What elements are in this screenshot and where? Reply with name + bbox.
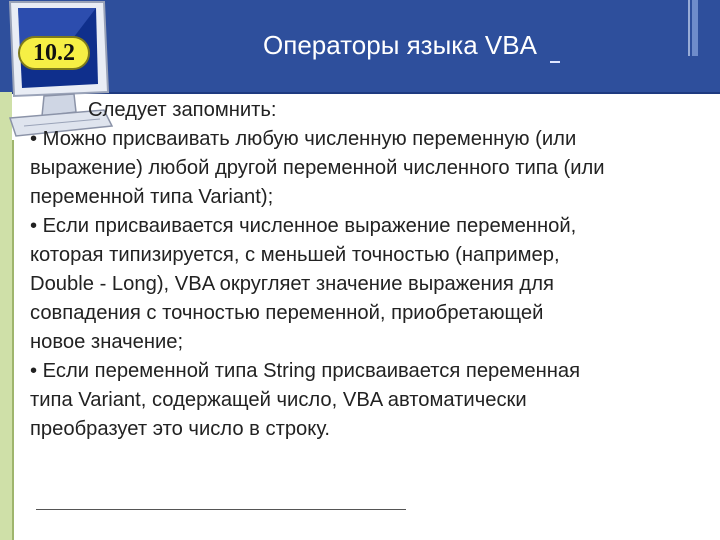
left-rail — [0, 92, 12, 540]
text-line: выражение) любой другой переменной численного типа (или — [30, 157, 605, 179]
text-line: которая типизируется, с меньшей точностью (например, — [30, 244, 560, 266]
slide-number-badge: 10.2 — [18, 36, 90, 70]
text-line: типа Variant, содержащей число, VBA автоматически — [30, 389, 527, 411]
title-underline — [550, 61, 560, 63]
text-line: • Если переменной типа String присваивается переменная — [30, 360, 581, 382]
intro-line: Следует запомнить: — [88, 99, 277, 121]
text-line: • Можно присваивать любую численную переменную (или — [30, 128, 577, 150]
left-rail-line — [12, 140, 14, 540]
text-line: Double - Long), VBA округляет значение выражения для — [30, 273, 554, 295]
text-line: переменной типа Variant); — [30, 186, 274, 208]
text-line: новое значение; — [30, 331, 184, 353]
text-line: преобразует это число в строку. — [30, 418, 331, 440]
footer-rule — [36, 509, 406, 510]
text-line: совпадения с точностью переменной, приобретающей — [30, 302, 544, 324]
header-sheen-thin — [688, 0, 690, 56]
header-sheen — [692, 0, 698, 56]
content-body — [30, 96, 700, 444]
text-line: • Если присваивается численное выражение переменной, — [30, 215, 577, 237]
slide-title: Операторы языка VBA — [263, 30, 537, 60]
